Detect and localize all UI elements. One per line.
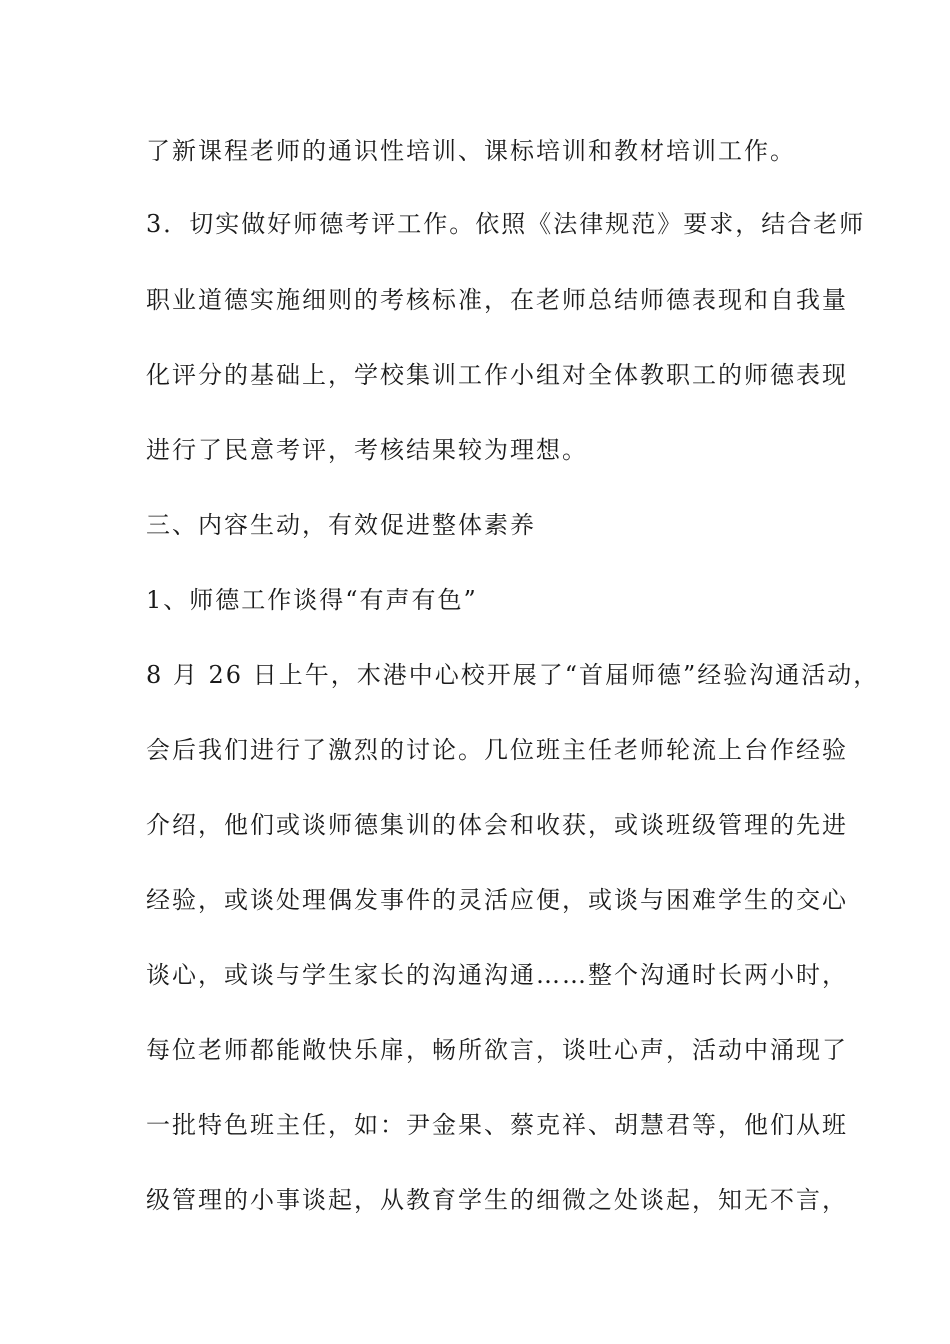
paragraph-line: 了新课程老师的通识性培训、课标培训和教材培训工作。 (146, 137, 796, 165)
paragraph-line: 进行了民意考评，考核结果较为理想。 (146, 436, 588, 464)
section-heading: 三、内容生动，有效促进整体素养 (146, 511, 536, 539)
paragraph-line: 级管理的小事谈起，从教育学生的细微之处谈起，知无不言， (146, 1186, 848, 1214)
paragraph-line: 谈心，或谈与学生家长的沟通沟通……整个沟通时长两小时， (146, 961, 848, 989)
paragraph-line: 经验，或谈处理偶发事件的灵活应便，或谈与困难学生的交心 (146, 886, 848, 914)
paragraph-line: 化评分的基础上，学校集训工作小组对全体教职工的师德表现 (146, 361, 848, 389)
subsection-heading: 1、师德工作谈得“有声有色” (146, 586, 478, 614)
paragraph-line: 会后我们进行了激烈的讨论。几位班主任老师轮流上台作经验 (146, 736, 848, 764)
paragraph-line: 一批特色班主任，如：尹金果、蔡克祥、胡慧君等，他们从班 (146, 1111, 848, 1139)
paragraph-line: 8 月 26 日上午，木港中心校开展了“首届师德”经验沟通活动， (146, 661, 880, 689)
paragraph-line: 3．切实做好师德考评工作。依照《法律规范》要求，结合老师 (146, 210, 866, 238)
paragraph-line: 介绍，他们或谈师德集训的体会和收获，或谈班级管理的先进 (146, 811, 848, 839)
paragraph-line: 每位老师都能敞快乐扉，畅所欲言，谈吐心声，活动中涌现了 (146, 1036, 848, 1064)
paragraph-line: 职业道德实施细则的考核标准，在老师总结师德表现和自我量 (146, 286, 848, 314)
